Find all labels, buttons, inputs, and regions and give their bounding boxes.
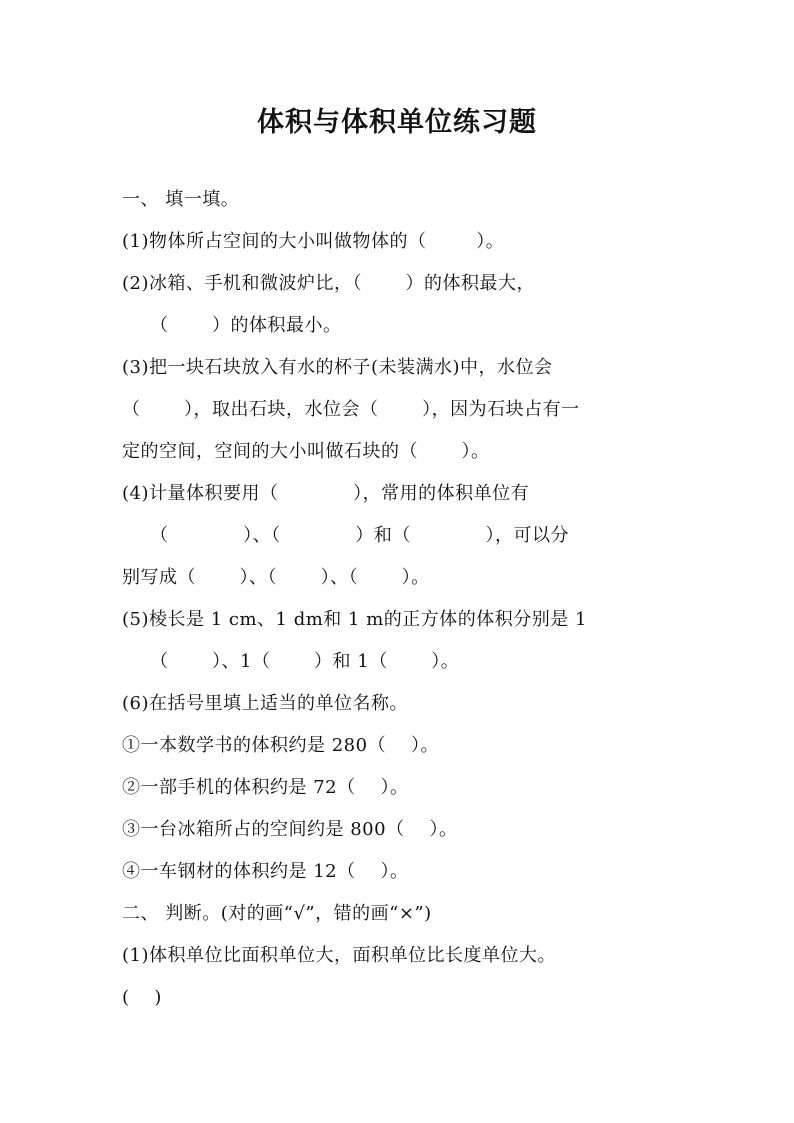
question-4-continued-a: （ ）、（ ）和（ ），可以分 bbox=[150, 525, 569, 546]
judge-1-text: (1)体积单位比面积单位大，面积单位比长度单位大。 bbox=[122, 945, 556, 966]
question-4-continued-b: 别写成（ ）、（ ）、（ ）。 bbox=[122, 567, 430, 588]
section-2-heading: 二、 判断。(对的画“√”，错的画“×”) bbox=[122, 903, 432, 924]
question-3-text: (3)把一块石块放入有水的杯子(未装满水)中，水位会 bbox=[122, 357, 553, 378]
question-5-text: (5)棱长是 1 cm、1 dm和 1 m的正方体的体积分别是 1 bbox=[122, 609, 587, 630]
question-6-text: (6)在括号里填上适当的单位名称。 bbox=[122, 693, 408, 714]
question-1-text: (1)物体所占空间的大小叫做物体的（ ）。 bbox=[122, 231, 505, 252]
question-2-continued: （ ）的体积最小。 bbox=[150, 315, 342, 336]
question-6-item-4: ④一车钢材的体积约是 12（ ）。 bbox=[122, 861, 409, 882]
question-3-continued-a: （ ），取出石块，水位会（ ），因为石块占有一 bbox=[122, 399, 580, 420]
question-2-text: (2)冰箱、手机和微波炉比，（ ）的体积最大， bbox=[122, 273, 536, 294]
question-6-item-1: ①一本数学书的体积约是 280（ ）。 bbox=[122, 735, 439, 756]
question-3-continued-b: 定的空间，空间的大小叫做石块的（ ）。 bbox=[122, 441, 490, 462]
question-4-text: (4)计量体积要用（ ），常用的体积单位有 bbox=[122, 483, 530, 504]
question-6-item-3: ③一台冰箱所占的空间约是 800（ ）。 bbox=[122, 819, 458, 840]
page-title: 体积与体积单位练习题 bbox=[257, 107, 537, 138]
section-1-heading: 一、 填一填。 bbox=[122, 189, 240, 210]
judge-1-answer-blank: ( ) bbox=[122, 987, 162, 1008]
question-5-continued: （ ）、1（ ）和 1（ ）。 bbox=[150, 651, 460, 672]
question-6-item-2: ②一部手机的体积约是 72（ ）。 bbox=[122, 777, 409, 798]
